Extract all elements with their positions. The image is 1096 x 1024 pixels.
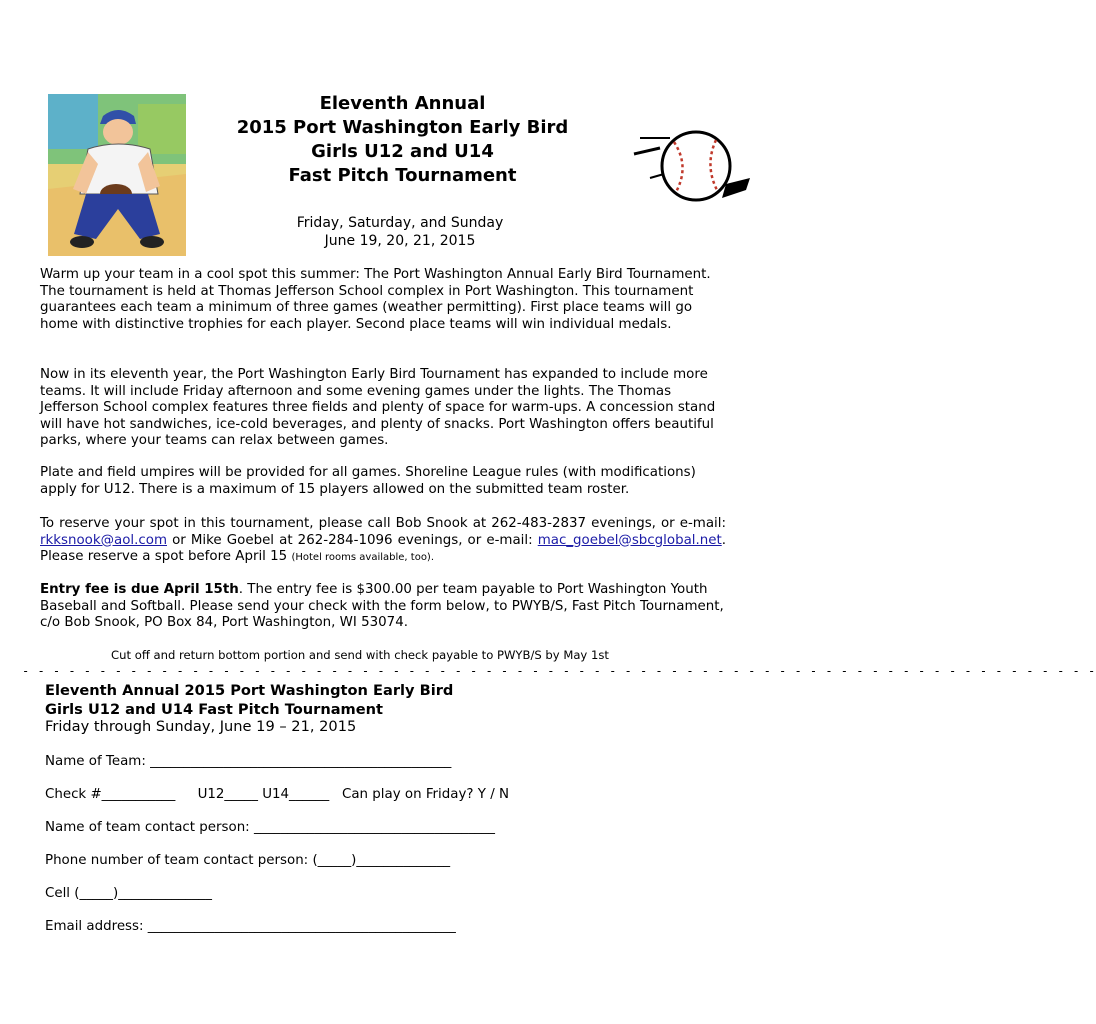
email-link-bob[interactable]: rkksnook@aol.com	[40, 532, 167, 548]
intro-paragraph: Warm up your team in a cool spot this summer: The Port Washington Annual Early Bird Tournament. The tournament is held at Thomas Jefferson School complex in Port Washington. This tournament guarantees each team a minimum of three games (weather permitting). First place teams will go home with distinctive trophies for each player. Second place teams will win individual medals.	[40, 267, 711, 332]
friday-play-field[interactable]: Can play on Friday? Y / N	[341, 787, 509, 802]
tournament-date-range: June 19, 20, 21, 2015	[324, 233, 476, 249]
hotel-note: (Hotel rooms available, too).	[291, 552, 435, 563]
cutoff-instructions: Cut off and return bottom portion and send with check payable to PWYB/S by May 1st	[111, 648, 609, 662]
tournament-dates	[200, 214, 600, 250]
check-number-field[interactable]: Check #___________	[45, 787, 176, 802]
u14-field[interactable]: U14______	[262, 787, 330, 802]
title-line: 2015 Port Washington Early Bird	[236, 117, 569, 138]
team-name-field[interactable]: Name of Team: _____________________________________________	[45, 754, 452, 769]
reservation-paragraph: To reserve your spot in this tournament, please call Bob Snook at 262-483-2837 evenings, or e-mail: rkksnook@aol.com or Mike Goebel at 262-284-1096 evenings, or e-mail: mac_goebel@sbcglobal.net. Please reserve a spot before April 15 (Hotel rooms available, too).	[40, 516, 726, 564]
details-paragraph: Now in its eleventh year, the Port Washington Early Bird Tournament has expanded to include more teams. It will include Friday afternoon and some evening games under the lights. The Thomas Jefferson School complex features three fields and plenty of space for warm-ups. A concession stand will have hot sandwiches, ice-cold beverages, and plenty of snacks. Port Washington offers beautiful parks, where your teams can relax between games.	[40, 367, 716, 448]
title-line: Girls U12 and U14	[311, 141, 494, 162]
title-line: Fast Pitch Tournament	[288, 165, 517, 186]
entry-fee-paragraph: Entry fee is due April 15th. The entry fee is $300.00 per team payable to Port Washington Youth Baseball and Softball. Please send your check with the form below, to PWYB/S, Fast Pitch Tournament, c/o Bob Snook, PO Box 84, Port Washington, WI 53074.	[40, 582, 724, 630]
email-link-mike[interactable]: mac_goebel@sbcglobal.net	[537, 532, 722, 548]
check-division-row	[45, 787, 509, 802]
form-title-line: Girls U12 and U14 Fast Pitch Tournament	[45, 701, 384, 718]
contact-phone-field[interactable]: Phone number of team contact person: (_____)______________	[45, 853, 451, 868]
u12-field[interactable]: U12_____	[197, 787, 258, 802]
tournament-title	[150, 92, 655, 188]
tournament-days: Friday, Saturday, and Sunday	[296, 215, 504, 231]
email-field[interactable]: Email address: ______________________________________________	[45, 919, 456, 934]
form-date: Friday through Sunday, June 19 – 21, 2015	[45, 718, 357, 735]
rules-paragraph: Plate and field umpires will be provided for all games. Shoreline League rules (with modifications) apply for U12. There is a maximum of 15 players allowed on the submitted team roster.	[40, 465, 696, 497]
cell-field[interactable]: Cell (_____)______________	[45, 886, 212, 901]
form-title	[45, 681, 453, 719]
title-line: Eleventh Annual	[319, 93, 486, 114]
cut-line: - - - - - - - - - - - - - - - - - - - - - - - - - - - - - - - - - - - - - - - - - - - - - - - - - - - - - - - - - - - - - - - - - - - - - -	[22, 664, 1096, 678]
form-title-line: Eleventh Annual 2015 Port Washington Early Bird	[45, 682, 454, 699]
contact-name-field[interactable]: Name of team contact person: ____________________________________	[45, 820, 495, 835]
entry-fee-deadline: Entry fee is due April 15th	[40, 582, 239, 597]
